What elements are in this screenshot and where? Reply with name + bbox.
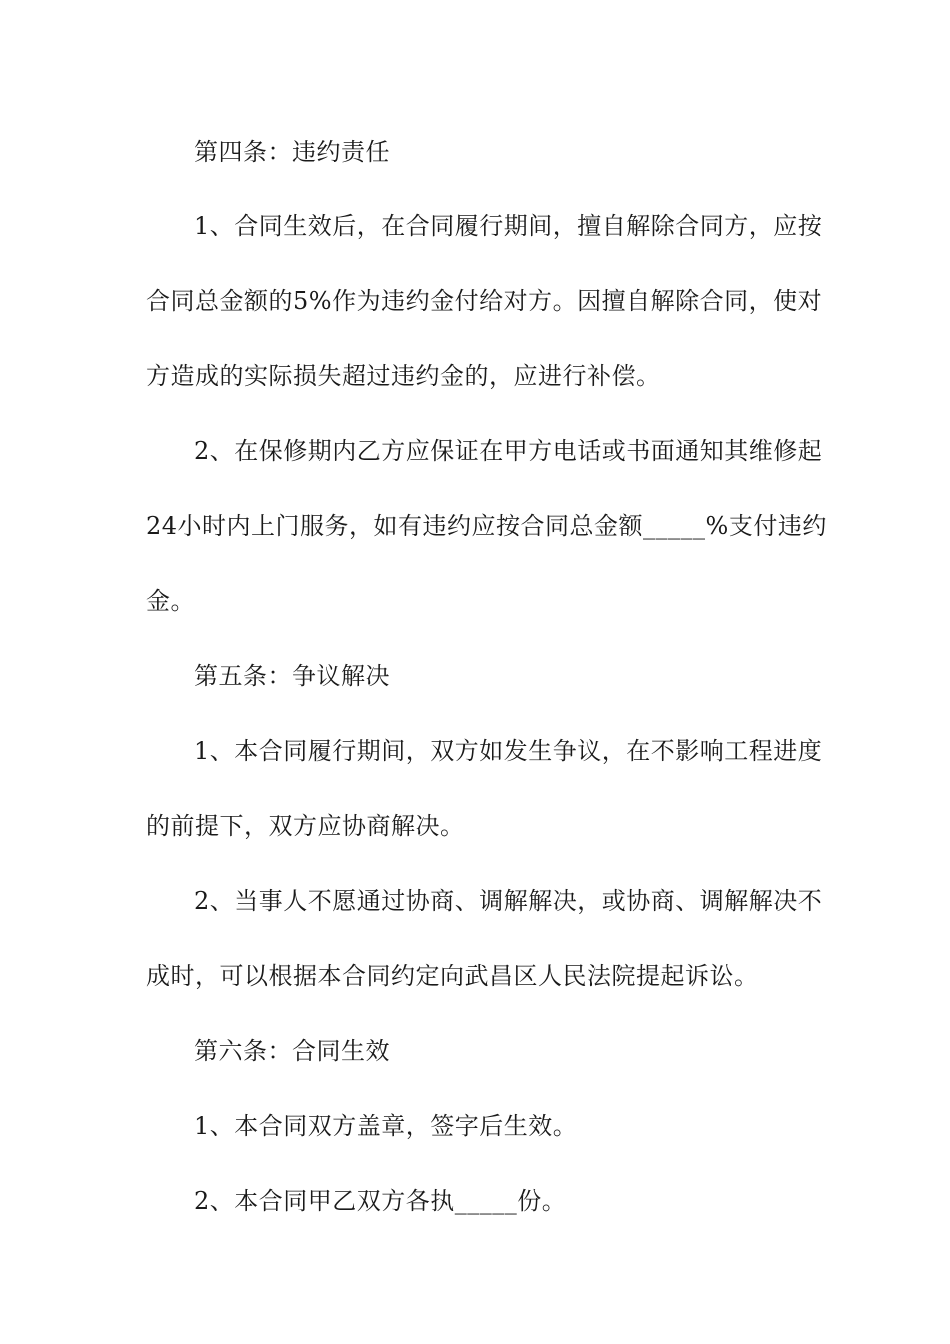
article-4-clause-2-line-3: 金。	[146, 587, 195, 615]
article-6-clause-2: 2、本合同甲乙双方各执_____份。	[194, 1187, 567, 1215]
article-5-clause-2-line-1: 2、当事人不愿通过协商、调解解决，或协商、调解解决不	[194, 887, 823, 915]
article-6-heading: 第六条：合同生效	[194, 1037, 390, 1065]
article-5-clause-1-line-1: 1、本合同履行期间，双方如发生争议，在不影响工程进度	[194, 737, 823, 765]
article-5-clause-2-line-2: 成时，可以根据本合同约定向武昌区人民法院提起诉讼。	[146, 962, 759, 990]
article-4-clause-2-line-1: 2、在保修期内乙方应保证在甲方电话或书面通知其维修起	[194, 437, 823, 465]
article-5-heading: 第五条：争议解决	[194, 662, 390, 690]
article-5-clause-1-line-2: 的前提下，双方应协商解决。	[146, 812, 465, 840]
article-4-clause-1-line-3: 方造成的实际损失超过违约金的，应进行补偿。	[146, 362, 661, 390]
article-4-clause-1-line-2: 合同总金额的5%作为违约金付给对方。因擅自解除合同，使对	[146, 287, 823, 315]
article-6-clause-1: 1、本合同双方盖章，签字后生效。	[194, 1112, 578, 1140]
article-4-clause-1-line-1: 1、合同生效后，在合同履行期间，擅自解除合同方，应按	[194, 212, 823, 240]
article-4-clause-2-line-2: 24小时内上门服务，如有违约应按合同总金额_____%支付违约	[146, 512, 827, 540]
article-4-heading: 第四条：违约责任	[194, 138, 390, 166]
